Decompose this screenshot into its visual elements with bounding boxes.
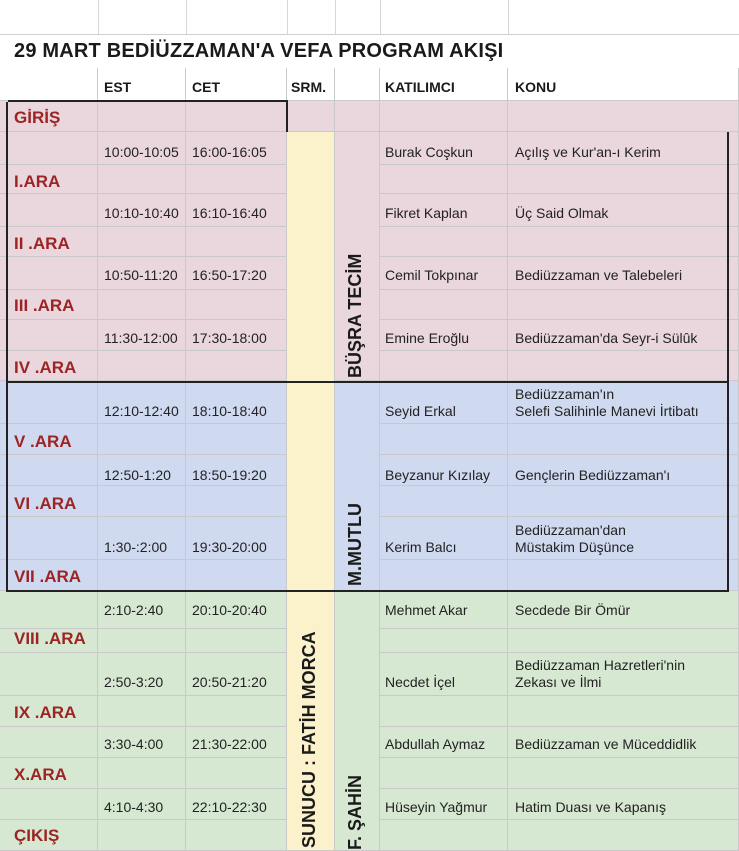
table-cell (508, 560, 739, 591)
section-border (6, 102, 8, 591)
row-5-katilimci: Seyid Erkal (385, 403, 456, 419)
sunucu-label: SUNUCU : FATİH MORCA (299, 631, 319, 848)
row-1-konu: Açılış ve Kur'an-ı Kerim (515, 144, 661, 160)
header-konu: KONU (515, 79, 557, 95)
section-ara-4: IV .ARA (14, 358, 77, 377)
moderator-3: F. ŞAHİN (345, 774, 365, 850)
table-cell (98, 101, 186, 132)
row-8-katilimci: Mehmet Akar (385, 602, 468, 618)
row-4-cet: 17:30-18:00 (192, 330, 267, 346)
table-cell (508, 424, 739, 455)
row-7-konu-line2: Müstakim Düşünce (515, 539, 635, 555)
row-4-katilimci: Emine Eroğlu (385, 330, 470, 346)
moderator-1: BÜŞRA TECİM (345, 253, 365, 378)
row-2-konu: Üç Said Olmak (515, 205, 609, 221)
table-cell (380, 101, 508, 132)
table-cell (508, 486, 739, 517)
table-cell (508, 351, 739, 381)
header-srm: SRM. (291, 79, 326, 95)
table-cell (380, 560, 508, 591)
row-4-konu: Bediüzzaman'da Seyr-i Sülûk (515, 330, 698, 346)
table-cell (335, 101, 380, 132)
table-cell (0, 591, 98, 629)
table-cell (0, 653, 98, 696)
top-grid-cell (335, 0, 381, 34)
table-cell (186, 351, 287, 381)
section-ara-10: X.ARA (14, 765, 67, 784)
row-10-est: 3:30-4:00 (104, 736, 164, 752)
row-2-est: 10:10-10:40 (104, 205, 179, 221)
section-ara-1: I.ARA (14, 172, 61, 191)
table-cell (0, 727, 98, 758)
row-10-katilimci: Abdullah Aymaz (385, 736, 486, 752)
row-7-katilimci: Kerim Balcı (385, 539, 457, 555)
row-8-cet: 20:10-20:40 (192, 602, 267, 618)
table-cell (380, 758, 508, 789)
top-grid-cell (98, 0, 187, 34)
row-9-katilimci: Necdet İçel (385, 674, 456, 690)
section-border (727, 132, 729, 592)
table-cell (186, 290, 287, 320)
section-giris: GİRİŞ (14, 108, 61, 127)
row-8-est: 2:10-2:40 (104, 602, 164, 618)
table-cell (186, 227, 287, 257)
table-cell (98, 758, 186, 789)
table-cell (0, 381, 98, 424)
section-border (6, 590, 728, 592)
moderator-2: M.MUTLU (345, 503, 365, 586)
table-cell (508, 101, 739, 132)
table-cell (98, 424, 186, 455)
table-cell (508, 290, 739, 320)
row-11-katilimci: Hüseyin Yağmur (385, 799, 488, 815)
table-cell (0, 257, 98, 290)
table-cell (0, 194, 98, 227)
top-grid-cell (380, 0, 509, 34)
table-cell (98, 629, 186, 653)
table-cell (186, 101, 287, 132)
section-ara-3: III .ARA (14, 296, 75, 315)
section-border (286, 100, 288, 132)
row-6-cet: 18:50-19:20 (192, 467, 267, 483)
table-cell (508, 227, 739, 257)
row-3-cet: 16:50-17:20 (192, 267, 267, 283)
table-cell (380, 165, 508, 194)
row-1-est: 10:00-10:05 (104, 144, 179, 160)
table-cell (186, 165, 287, 194)
section-ara-8: VIII .ARA (14, 629, 86, 648)
table-cell (508, 696, 739, 727)
table-cell (508, 629, 739, 653)
row-1-katilimci: Burak Coşkun (385, 144, 473, 160)
table-cell (380, 424, 508, 455)
table-cell (186, 696, 287, 727)
table-cell (287, 101, 335, 132)
table-cell (0, 789, 98, 820)
row-11-konu: Hatim Duası ve Kapanış (515, 799, 666, 815)
row-6-konu: Gençlerin Bediüzzaman'ı (515, 467, 671, 483)
row-8-konu: Secdede Bir Ömür (515, 602, 631, 618)
row-6-est: 12:50-1:20 (104, 467, 171, 483)
table-cell (380, 290, 508, 320)
section-cikis: ÇIKIŞ (14, 826, 60, 845)
table-cell (0, 517, 98, 560)
row-7-cet: 19:30-20:00 (192, 539, 267, 555)
section-ara-2: II .ARA (14, 234, 70, 253)
table-cell (380, 629, 508, 653)
table-cell (98, 820, 186, 851)
row-11-est: 4:10-4:30 (104, 799, 164, 815)
row-4-est: 11:30-12:00 (104, 330, 178, 346)
table-cell (98, 227, 186, 257)
table-cell (380, 351, 508, 381)
table-cell (98, 165, 186, 194)
top-grid-cell (287, 0, 336, 34)
table-cell (380, 820, 508, 851)
section-ara-9: IX .ARA (14, 703, 77, 722)
table-cell (335, 68, 380, 101)
table-cell (0, 455, 98, 486)
table-cell (0, 320, 98, 351)
header-cet: CET (192, 79, 220, 95)
table-cell (0, 132, 98, 165)
table-cell (508, 758, 739, 789)
table-cell (508, 165, 739, 194)
row-9-konu-line2: Zekası ve İlmi (515, 674, 602, 690)
row-10-konu: Bediüzzaman ve Müceddidlik (515, 736, 697, 752)
table-cell (380, 486, 508, 517)
header-est: EST (104, 79, 132, 95)
section-ara-7: VII .ARA (14, 567, 82, 586)
table-cell (98, 696, 186, 727)
section-ara-5: V .ARA (14, 432, 72, 451)
table-cell (0, 68, 98, 101)
row-1-cet: 16:00-16:05 (192, 144, 267, 160)
section-border (8, 100, 287, 102)
table-cell (186, 486, 287, 517)
table-cell (186, 629, 287, 653)
row-6-katilimci: Beyzanur Kızılay (385, 467, 491, 483)
table-cell (508, 820, 739, 851)
table-cell (380, 227, 508, 257)
row-5-konu-line1: Bediüzzaman'ın (515, 386, 615, 402)
row-3-konu: Bediüzzaman ve Talebeleri (515, 267, 683, 283)
row-3-est: 10:50-11:20 (104, 267, 178, 283)
section-ara-6: VI .ARA (14, 494, 77, 513)
row-10-cet: 21:30-22:00 (192, 736, 267, 752)
table-cell (98, 290, 186, 320)
row-9-konu-line1: Bediüzzaman Hazretleri'nin (515, 657, 685, 673)
row-5-est: 12:10-12:40 (104, 403, 179, 419)
row-5-cet: 18:10-18:40 (192, 403, 267, 419)
table-cell (186, 560, 287, 591)
row-3-katilimci: Cemil Tokpınar (385, 267, 479, 283)
top-grid-cell (186, 0, 288, 34)
table-cell (186, 820, 287, 851)
row-9-cet: 20:50-21:20 (192, 674, 267, 690)
table-cell (98, 560, 186, 591)
top-grid-cell (0, 0, 99, 34)
row-2-katilimci: Fikret Kaplan (385, 205, 468, 221)
header-katilimci: KATILIMCI (385, 79, 455, 95)
table-cell (186, 758, 287, 789)
table-cell (98, 351, 186, 381)
row-7-est: 1:30-:2:00 (104, 539, 168, 555)
table-cell (98, 486, 186, 517)
row-7-konu-line1: Bediüzzaman'dan (515, 522, 626, 538)
row-11-cet: 22:10-22:30 (192, 799, 267, 815)
section-border (6, 381, 728, 383)
table-cell (380, 696, 508, 727)
row-2-cet: 16:10-16:40 (192, 205, 267, 221)
row-9-est: 2:50-3:20 (104, 674, 164, 690)
row-5-konu-line2: Selefi Salihinle Manevi İrtibatı (515, 403, 699, 419)
page-title: 29 MART BEDİÜZZAMAN'A VEFA PROGRAM AKIŞI (14, 40, 504, 62)
table-cell (186, 424, 287, 455)
